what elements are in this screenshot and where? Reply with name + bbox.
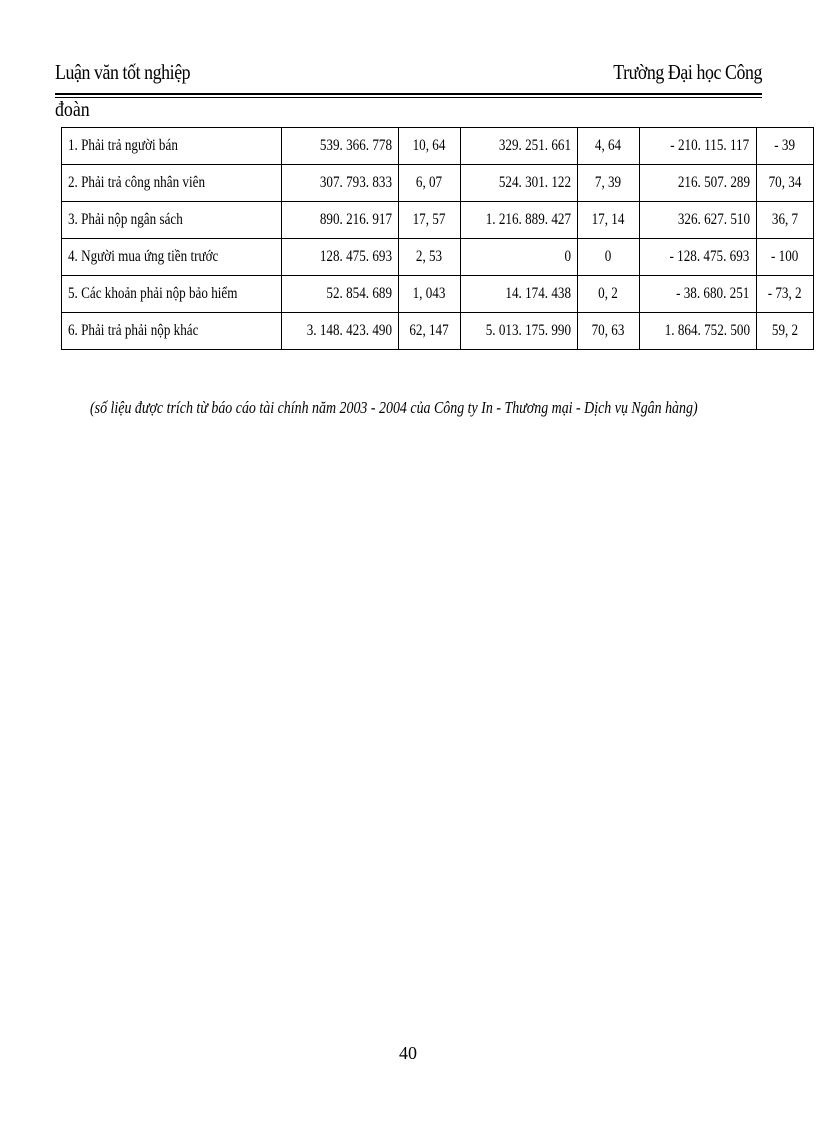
table-row — [62, 202, 814, 239]
cell-change-amount: - 210. 115. 117 — [639, 128, 756, 165]
cell-2004-amount: 524. 301. 122 — [460, 165, 577, 202]
cell-change-percent: 70, 34 — [756, 165, 813, 202]
cell-2004-percent: 7, 39 — [577, 165, 639, 202]
header-rule-thick — [55, 93, 762, 95]
header-rule-thin — [55, 97, 762, 98]
cell-2003-amount: 128. 475. 693 — [281, 239, 398, 276]
cell-2004-amount: 1. 216. 889. 427 — [460, 202, 577, 239]
cell-change-percent: 36, 7 — [756, 202, 813, 239]
cell-change-amount: 216. 507. 289 — [639, 165, 756, 202]
cell-2003-percent: 1, 043 — [398, 276, 460, 313]
cell-2003-amount: 539. 366. 778 — [281, 128, 398, 165]
table-row — [62, 128, 814, 165]
cell-change-percent: - 39 — [756, 128, 813, 165]
cell-change-percent: 59, 2 — [756, 313, 813, 350]
page-number: 40 — [399, 1043, 417, 1063]
cell-2004-percent: 70, 63 — [577, 313, 639, 350]
cell-2003-amount: 890. 216. 917 — [281, 202, 398, 239]
cell-2004-amount: 329. 251. 661 — [460, 128, 577, 165]
cell-2003-percent: 62, 147 — [398, 313, 460, 350]
cell-2003-amount: 3. 148. 423. 490 — [281, 313, 398, 350]
cell-change-percent: - 100 — [756, 239, 813, 276]
table-row — [62, 165, 814, 202]
cell-2003-amount: 307. 793. 833 — [281, 165, 398, 202]
page-header — [55, 60, 762, 90]
row-label: 3. Phải nộp ngân sách — [62, 202, 282, 239]
cell-2004-amount: 14. 174. 438 — [460, 276, 577, 313]
row-label: 2. Phải trả công nhân viên — [62, 165, 282, 202]
cell-2004-percent: 0 — [577, 239, 639, 276]
cell-2003-percent: 6, 07 — [398, 165, 460, 202]
row-label: 1. Phải trả người bán — [62, 128, 282, 165]
cell-change-amount: 326. 627. 510 — [639, 202, 756, 239]
cell-2004-percent: 17, 14 — [577, 202, 639, 239]
cell-2004-amount: 5. 013. 175. 990 — [460, 313, 577, 350]
header-right-continuation: đoàn — [55, 97, 90, 121]
cell-change-percent: - 73, 2 — [756, 276, 813, 313]
cell-change-amount: 1. 864. 752. 500 — [639, 313, 756, 350]
cell-change-amount: - 128. 475. 693 — [639, 239, 756, 276]
table-row — [62, 276, 814, 313]
cell-2003-percent: 2, 53 — [398, 239, 460, 276]
liabilities-table — [61, 127, 814, 350]
row-label: 5. Các khoản phải nộp bảo hiểm — [62, 276, 282, 313]
header-right-title: Trường Đại học Công — [613, 60, 762, 84]
cell-2004-amount: 0 — [460, 239, 577, 276]
header-left-title: Luận văn tốt nghiệp — [55, 60, 191, 84]
cell-change-amount: - 38. 680. 251 — [639, 276, 756, 313]
cell-2004-percent: 4, 64 — [577, 128, 639, 165]
row-label: 4. Người mua ứng tiền trước — [62, 239, 282, 276]
table-row — [62, 313, 814, 350]
cell-2003-percent: 17, 57 — [398, 202, 460, 239]
cell-2003-amount: 52. 854. 689 — [281, 276, 398, 313]
source-note: (số liệu được trích từ báo cáo tài chính năm 2003 - 2004 của Công ty In - Thương mại - Dịch vụ Ngân hàng) — [90, 398, 698, 417]
cell-2004-percent: 0, 2 — [577, 276, 639, 313]
row-label: 6. Phải trả phải nộp khác — [62, 313, 282, 350]
cell-2003-percent: 10, 64 — [398, 128, 460, 165]
table-row — [62, 239, 814, 276]
